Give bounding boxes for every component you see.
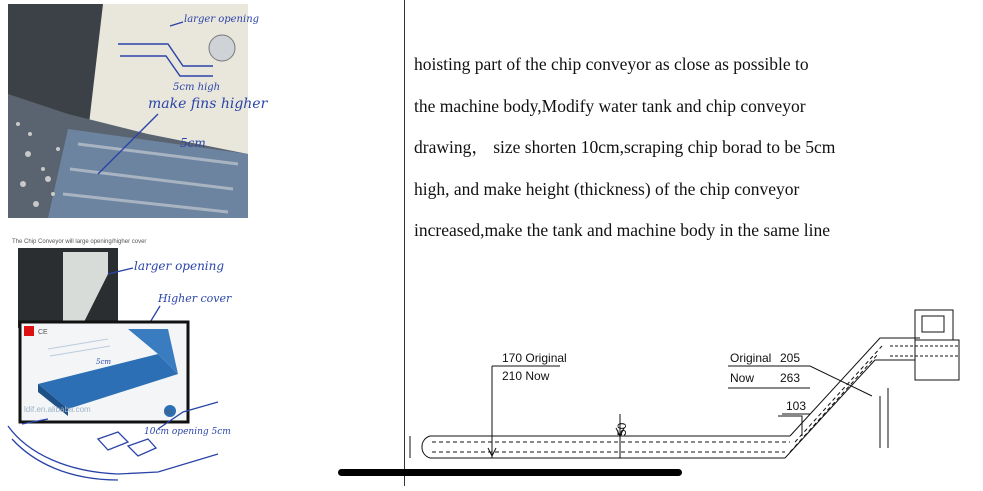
- conveyor-photo-bottom: [8, 234, 248, 482]
- annotation-width: 5cm: [180, 136, 206, 150]
- paragraph-line: hoisting part of the chip conveyor as close as possible to: [414, 54, 809, 74]
- paragraph-line: drawing， size shorten 10cm,scraping chip borad to be 5cm: [414, 137, 836, 157]
- annotation-height: 5cm high: [173, 82, 221, 93]
- dim-left-original: 170 Original: [502, 351, 567, 365]
- annotation-larger-opening: larger opening: [184, 14, 260, 25]
- annotation-size: 10cm opening 5cm: [144, 427, 231, 437]
- paragraph-line: increased,make the tank and machine body in the same line: [414, 220, 830, 240]
- conveyor-photo-top: [8, 4, 268, 218]
- dim-103: 103: [786, 399, 807, 413]
- dim-right-now-value: 263: [780, 371, 801, 385]
- iso-badge: ISO: [164, 410, 173, 416]
- dim-right-original: Original: [730, 351, 772, 365]
- annotation-higher-cover: Higher cover: [158, 292, 232, 305]
- dim-left-now: 210 Now: [502, 369, 550, 383]
- brochure-caption: The Chip Conveyor will large opening/higher cover: [12, 239, 147, 245]
- dim-right-now: Now: [730, 371, 755, 385]
- dim-50: 50: [615, 422, 629, 436]
- annotation-make-higher: make fins higher: [148, 96, 268, 112]
- paragraph-line: the machine body,Modify water tank and chip conveyor: [414, 95, 806, 116]
- column-divider: [404, 0, 405, 486]
- ce-badge: CE: [38, 329, 48, 336]
- annotation-5cm: 5cm: [96, 358, 112, 366]
- paragraph-line: high, and make height (thickness) of the chip conveyor: [414, 178, 800, 199]
- brochure-watermark: ldif.en.alibaba.com: [24, 405, 91, 414]
- annotation-larger-opening: larger opening: [134, 259, 225, 273]
- dim-right-original-value: 205: [780, 351, 801, 365]
- conveyor-technical-drawing: [410, 296, 983, 486]
- home-indicator-bar[interactable]: [338, 469, 682, 476]
- instruction-paragraph: [414, 44, 979, 252]
